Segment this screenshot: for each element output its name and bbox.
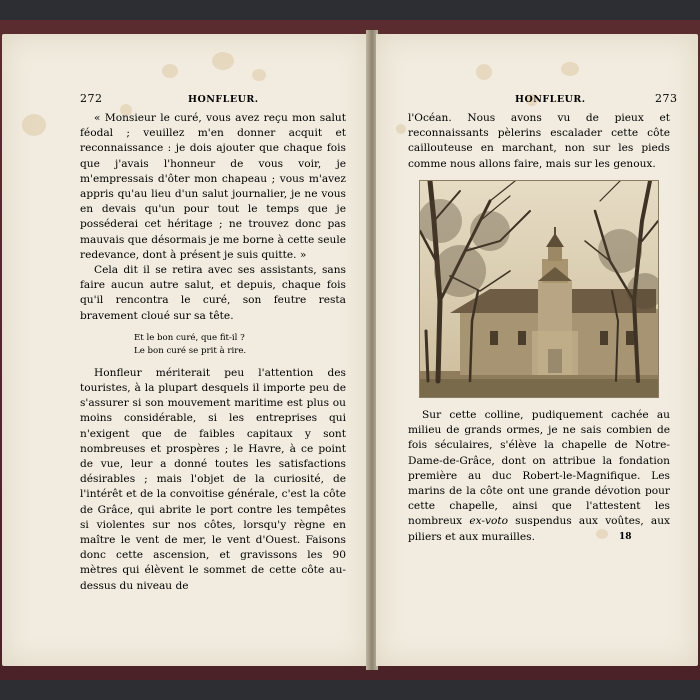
right-page-text-bottom [408,408,670,545]
left-running-head: HONFLEUR. [188,94,259,105]
right-page-number: 273 [655,92,678,105]
right-page-text-top [408,111,670,172]
right-running-head: HONFLEUR. [515,94,586,105]
ex-voto-italic: ex-voto [469,515,508,528]
right-paragraph-1: l'Océan. Nous avons vu de pieux et reconnaissants pèlerins escalader cette côte caillouteuse en marchant, non sur les pieds comme nous allons faire, mais sur les genoux. [408,112,670,170]
right-paragraph-2-part-b: suspendus aux voûtes, aux piliers et aux murailles. [408,515,670,543]
signature-mark: 18 [619,532,632,542]
verse-block [134,332,346,358]
right-paragraph-2-part-a: Sur cette colline, pudiquement cachée au milieu de grands ormes, je ne sais combien de fois séculaires, s'élève la chapelle de Notre-Dame-de-Grâce, dont on attribue la fondation première au duc Robert-le-Magnifique. Les marins de la côte ont une grande dévotion pour cette chapelle, ainsi que l'attestent les nombreux [408,409,670,528]
chapel-illustration [420,181,658,397]
left-page-text [80,111,346,594]
right-paragraph-2 [408,408,670,545]
left-paragraph-3: Honfleur mériterait peu l'attention des touristes, à la plupart desquels il importe peu de s'assurer si son mouvement maritime est plus ou moins considérable, si les entreprises qui n'exigent que de faibles capitaux y sont nombreuses et prospères ; le Havre, à ce point de vue, leur a donné toutes les satisfactions désirables ; mais l'objet de la curiosité, de l'intérêt et de la convoitise générale, c'est la côte de Grâce, qui abrite le port contre les tempêtes si violentes sur nos côtes, lorsqu'y règne en maître le vent de mer, le vent d'Ouest. Faisons donc cette ascension, et gravissons les 90 mètres qui élèvent le sommet de cette côte au-dessus du niveau de [80,366,346,592]
chapel-photograph [420,181,658,397]
left-page-number: 272 [80,92,103,105]
verse-line-2: Le bon curé se prit à rire. [134,345,247,356]
verse-line-1: Et le bon curé, que fit-il ? [134,332,245,343]
left-paragraph-2: Cela dit il se retira avec ses assistants, sans faire aucun autre salut, et depuis, chaque fois qu'il rencontra le curé, son feutre resta bravement cloué sur sa tête. [80,264,346,322]
left-paragraph-1: « Monsieur le curé, vous avez reçu mon salut féodal ; veuillez m'en donner acquit et reconnaissance : je dois ajouter que chaque fois que j'avais l'honneur de vous voir, je m'empressais d'ôter mon chapeau ; vous m'avez appris qu'au lieu d'un salut journalier, je ne vous en devais qu'un pour tout le temps que je posséderai cet héritage ; ne trouvez donc pas mauvais que désormais je me borne à cette seule redevance, dont à présent je suis quitte. » [80,112,346,261]
